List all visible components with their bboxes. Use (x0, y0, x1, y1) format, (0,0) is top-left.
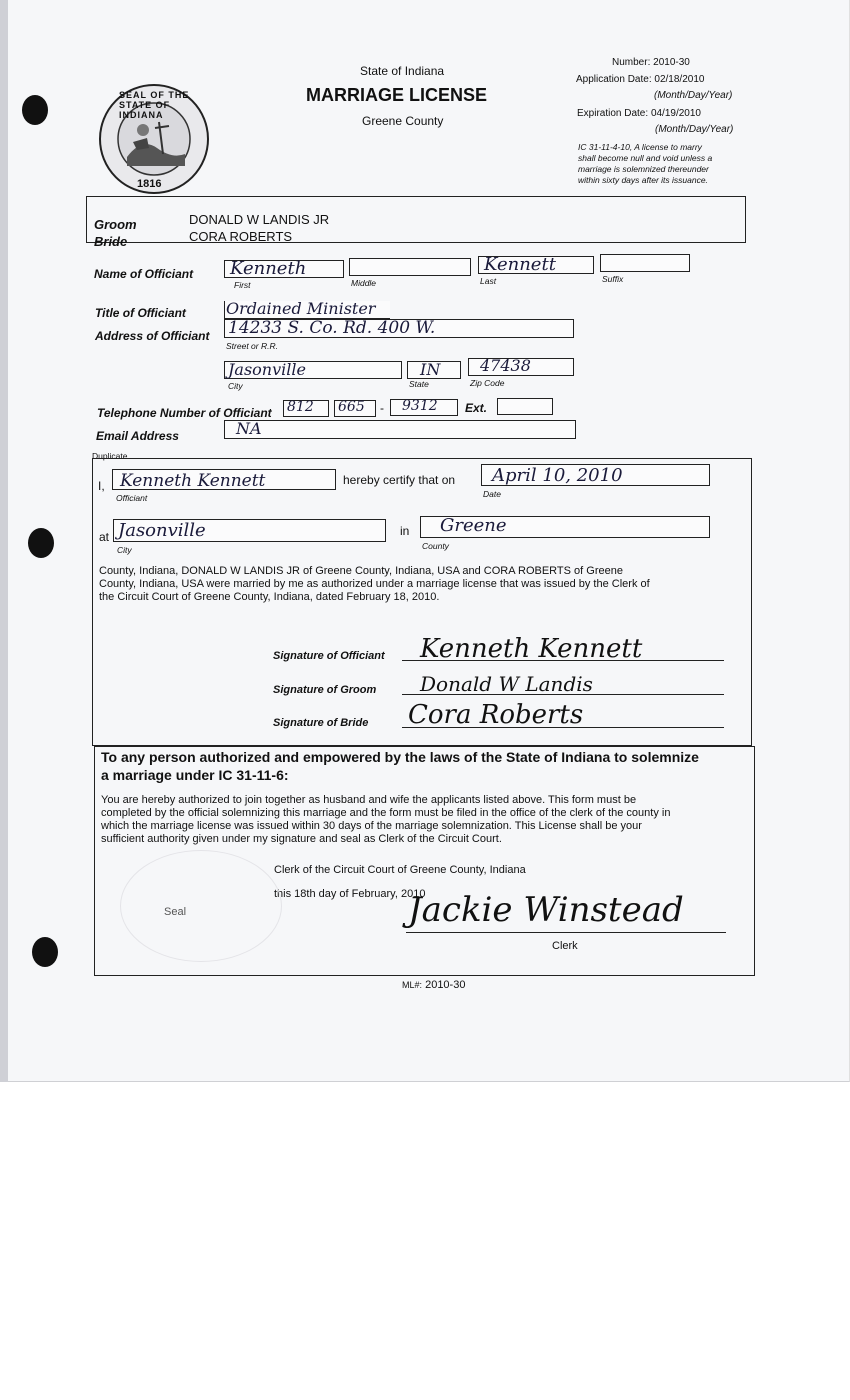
scan-edge (0, 0, 8, 1082)
last-sublabel: Last (480, 276, 497, 286)
application-date-label: Application Date: (576, 74, 652, 85)
application-date-value: 02/18/2010 (654, 74, 705, 85)
punch-hole-bottom (32, 937, 58, 967)
seal-year: 1816 (137, 178, 162, 190)
cert-date-sublabel: Date (483, 489, 501, 499)
zip-sublabel: Zip Code (470, 378, 505, 388)
ml-number (402, 979, 465, 991)
clerk-label: Clerk (552, 940, 578, 952)
paragraph-line: which the marriage license was issued within 30 days of the marriage solemnization. This License shall be your (101, 820, 642, 832)
sig-officiant-label: Signature of Officiant (273, 650, 385, 662)
seal-text: SEAL OF THE STATE OF INDIANA (119, 90, 190, 120)
officiant-suffix-field[interactable] (600, 254, 690, 272)
clerk-sig-line (406, 932, 726, 933)
clerk-of-court: Clerk of the Circuit Court of Greene County, Indiana (274, 864, 526, 876)
authorization-paragraph (101, 794, 751, 846)
phone-area-value: 812 (287, 399, 314, 415)
email-field[interactable] (224, 420, 576, 439)
notice-line: shall become null and void unless a (578, 153, 713, 163)
paragraph-line: You are hereby authorized to join together as husband and wife the applicants listed above. This form must be (101, 794, 637, 806)
cert-date-value: April 10, 2010 (492, 465, 623, 486)
state-sublabel: State (409, 379, 429, 389)
punch-hole-top (22, 95, 48, 125)
officiant-name-label: Name of Officiant (94, 267, 194, 281)
email-value: NA (236, 419, 262, 438)
duplicate-label: Duplicate (92, 451, 128, 461)
heading-line: a marriage under IC 31-11-6: (101, 767, 289, 783)
document-title: MARRIAGE LICENSE (306, 85, 488, 105)
phone-ext-label: Ext. (465, 401, 488, 415)
expiration-date-format: (Month/Day/Year) (655, 124, 734, 135)
expiration-date-value: 04/19/2010 (650, 108, 701, 119)
punch-hole-middle (28, 528, 54, 558)
cert-county-sublabel: County (422, 541, 449, 551)
number-value: 2010-30 (653, 57, 690, 68)
license-number (612, 57, 690, 68)
suffix-sublabel: Suffix (602, 274, 624, 284)
statement-line: the Circuit Court of Greene County, Indiana, dated February 18, 2010. (99, 591, 440, 603)
heading-line: To any person authorized and empowered by the laws of the State of Indiana to solemnize (101, 749, 699, 765)
expiration-date (577, 108, 701, 119)
county-title: Greene County (362, 114, 444, 128)
statement-line: County, Indiana, DONALD W LANDIS JR of Greene County, Indiana, USA and CORA ROBERTS of Greene (99, 565, 623, 577)
email-label: Email Address (96, 429, 179, 443)
zip-value: 47438 (480, 356, 531, 375)
paragraph-line: completed by the official solemnizing this marriage and the form must be filed in the office of the clerk of the county in (101, 807, 671, 819)
middle-sublabel: Middle (351, 278, 377, 288)
city-sublabel: City (228, 381, 243, 391)
officiant-address-label: Address of Officiant (95, 329, 210, 343)
certify-text: hereby certify that on (343, 473, 456, 487)
notice-line: within sixty days after its issuance. (578, 175, 708, 185)
notice-line: marriage is solemnized thereunder (578, 164, 709, 174)
officiant-title-label: Title of Officiant (95, 306, 186, 320)
bride-label: Bride (94, 234, 128, 249)
city-value: Jasonville (228, 360, 306, 379)
paragraph-line: sufficient authority given under my signature and seal as Clerk of the Circuit Court. (101, 833, 502, 845)
phone-line-value: 9312 (402, 398, 438, 414)
first-sublabel: First (234, 280, 251, 290)
at-label: at (99, 530, 110, 544)
number-label: Number: (612, 57, 651, 68)
authorization-heading (101, 748, 699, 784)
officiant-phone-label: Telephone Number of Officiant (97, 406, 272, 420)
expiration-date-label: Expiration Date: (577, 108, 649, 119)
phone-prefix-value: 665 (338, 399, 365, 415)
officiant-middle-field[interactable] (349, 258, 471, 276)
clerk-signature: Jackie Winstead (408, 890, 684, 930)
statement-line: County, Indiana, USA were married by me as authorized under a marriage license that was issued by the Clerk of (99, 578, 650, 590)
application-date (576, 74, 704, 85)
state-title: State of Indiana (360, 64, 445, 78)
officiant-last-value: Kennett (484, 254, 556, 275)
in-label: in (400, 524, 410, 538)
validity-notice (578, 142, 712, 186)
sig-groom: Donald W Landis (420, 672, 593, 696)
application-date-format: (Month/Day/Year) (654, 90, 733, 101)
bride-name: CORA ROBERTS (189, 229, 293, 244)
notice-line: IC 31-11-4-10, A license to marry (578, 142, 702, 152)
sig-groom-label: Signature of Groom (273, 684, 377, 696)
seal-label: Seal (164, 906, 187, 918)
street-value: 14233 S. Co. Rd. 400 W. (228, 318, 436, 338)
cert-city-sublabel: City (117, 545, 132, 555)
cert-city-value: Jasonville (118, 520, 206, 541)
cert-officiant-sublabel: Officiant (116, 493, 148, 503)
groom-label: Groom (94, 217, 137, 232)
couple-box (86, 196, 746, 243)
sig-bride: Cora Roberts (408, 700, 584, 730)
embossed-seal (120, 850, 282, 962)
sig-bride-label: Signature of Bride (273, 717, 369, 729)
phone-ext-field[interactable] (497, 398, 553, 415)
cert-county-value: Greene (440, 515, 507, 536)
phone-dash: - (380, 401, 384, 415)
issue-day: this 18th day of February, 2010 (274, 888, 426, 900)
ml-value: 2010-30 (425, 979, 466, 991)
state-value: IN (420, 360, 441, 379)
i-label: I, (98, 479, 105, 493)
officiant-title-value: Ordained Minister (226, 299, 376, 318)
certificate-statement (99, 565, 749, 604)
sig-officiant: Kenneth Kennett (420, 634, 643, 664)
cert-officiant-value: Kenneth Kennett (120, 471, 266, 491)
ml-label: ML#: (402, 980, 423, 990)
street-sublabel: Street or R.R. (226, 341, 278, 351)
state-seal (97, 82, 211, 196)
officiant-first-value: Kenneth (230, 258, 307, 279)
groom-name: DONALD W LANDIS JR (189, 212, 330, 227)
